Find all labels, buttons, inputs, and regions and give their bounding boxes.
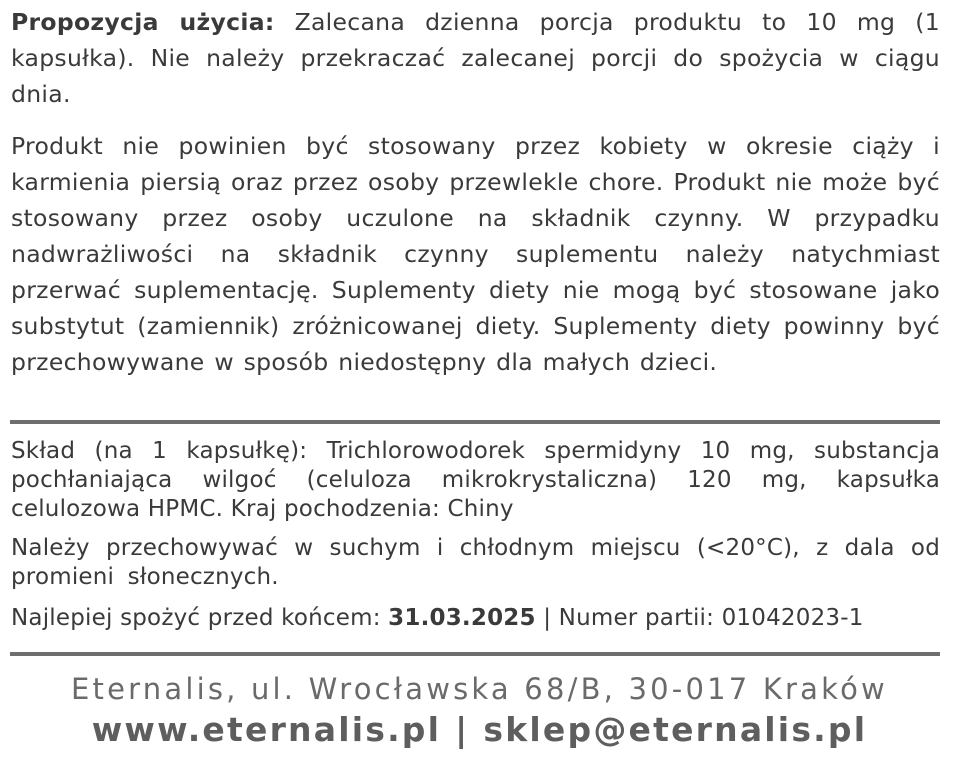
best-before-line [11,604,940,633]
storage-paragraph: Należy przechowywać w suchym i chłodnym miejscu (<20°C), z dala od promieni słonecznych. [11,535,940,590]
usage-text: Zalecana dzienna porcja produktu to 10 mg (1 kapsułka). Nie należy przekraczać zalecanej porcji do spożycia w ciągu dnia. [11,8,940,108]
company-address: Eternalis, ul. Wrocławska 68/B, 30-017 Kraków [71,672,888,706]
email-link[interactable]: sklep@eternalis.pl [483,710,868,749]
usage-heading: Propozycja użycia: [11,8,275,36]
contact-links [0,710,959,749]
best-before-separator: | [535,605,559,631]
label-text-block [11,4,940,380]
composition-paragraph: Skład (na 1 kapsułkę): Trichlorowodorek spermidyny 10 mg, substancja pochłaniająca wilgoć (celuloza mikrokrystaliczna) 120 mg, kapsułka celulozowa HPMC. Kraj pochodzenia: Chiny [11,438,940,522]
best-before-label: Najlepiej spożyć przed końcem: [11,605,389,631]
contact-separator: | [455,710,470,749]
top-divider [10,420,940,424]
warning-paragraph: Produkt nie powinien być stosowany przez kobiety w okresie ciąży i karmienia piersią oraz przez osoby przewlekle chore. Produkt nie może być stosowany przez osoby uczulone na składnik czynny. W przypadku nadwrażliwości na składnik czynny suplementu należy natychmiast przerwać suplementację. Suplementy diety nie mogą być stosowane jako substytut (zamiennik) zróżnicowanej diety. Suplementy diety powinny być przechowywane w sposób niedostępny dla małych dzieci. [11,132,940,376]
best-before-date: 31.03.2025 [388,605,536,631]
website-link[interactable]: www.eternalis.pl [91,710,442,749]
bottom-divider [10,652,940,656]
composition-section [11,437,940,633]
usage-paragraph [11,4,940,112]
batch-number: Numer partii: 01042023-1 [558,605,864,631]
